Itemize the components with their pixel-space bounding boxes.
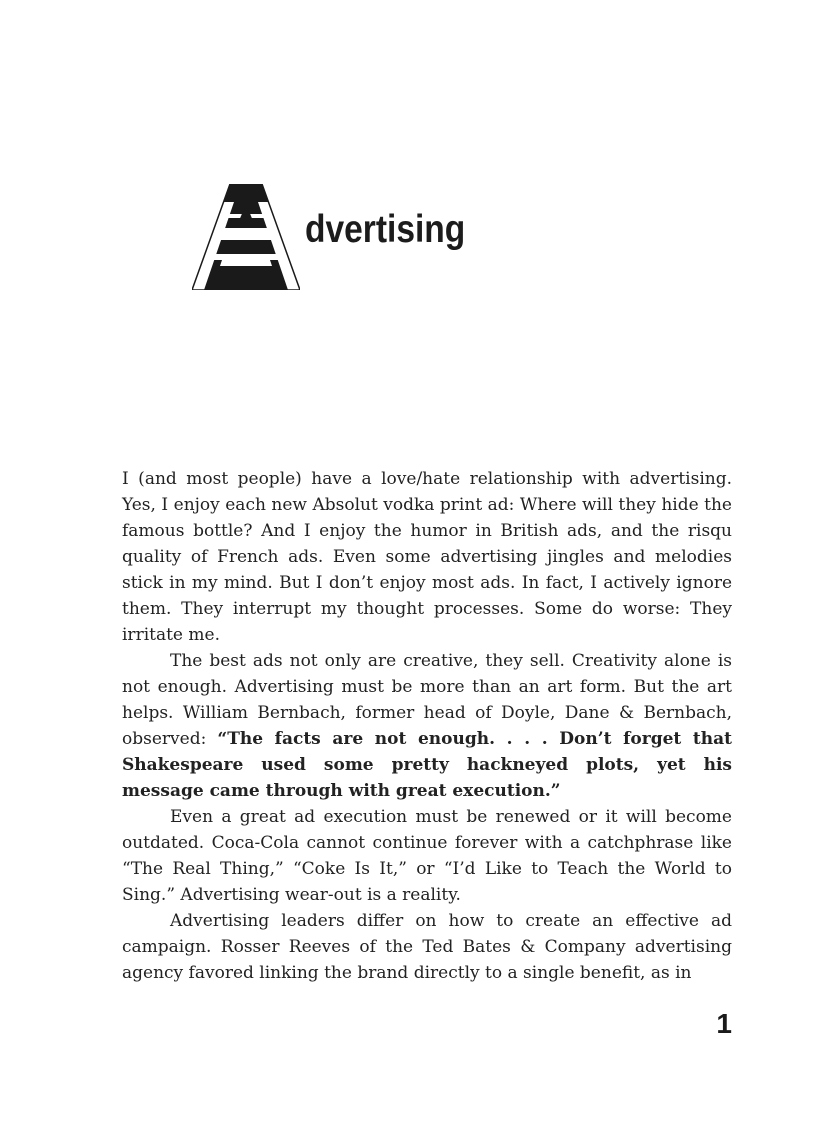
chapter-heading: [192, 184, 532, 290]
paragraph-4: Advertising leaders differ on how to create an effective ad campaign. Rosser Reeves of the Ted Bates & Company advertising agency favored linking the brand directly to a single benefit, as in: [122, 911, 732, 983]
chapter-title: dvertising: [305, 208, 466, 251]
paragraph-2: [122, 648, 732, 804]
page-number: 1: [716, 1008, 732, 1039]
drop-letter-a: [192, 184, 300, 290]
paragraph-2-text: The best ads not only are creative, they sell. Creativity alone is not enough. Advertising must be more than an art form. But the art helps. William Bernbach, former head of Doyle, Dane & Bernbach, observed:: [122, 651, 732, 749]
paragraph-3: Even a great ad execution must be renewed or it will become outdated. Coca-Cola cannot continue forever with a catchphrase like “The Real Thing,” “Coke Is It,” or “I’d Like to Teach the World to Sing.” Advertising wear-out is a reality.: [122, 807, 732, 905]
paragraph-1: I (and most people) have a love/hate relationship with advertising. Yes, I enjoy each new Absolut vodka print ad: Where will they hide the famous bottle? And I enjoy the humor in British ads, and the risqu quality of French ads. Even some advertising jingles and melodies stick in my mind. But I don’t enjoy most ads. In fact, I actively ignore them. They interrupt my thought processes. Some do worse: They irritate me.: [122, 469, 732, 645]
body-text: [122, 466, 732, 986]
bernbach-quote: “The facts are not enough. . . . Don’t forget that Shakespeare used some pretty hackneyed plots, yet his message came through with great execution.”: [122, 729, 732, 801]
